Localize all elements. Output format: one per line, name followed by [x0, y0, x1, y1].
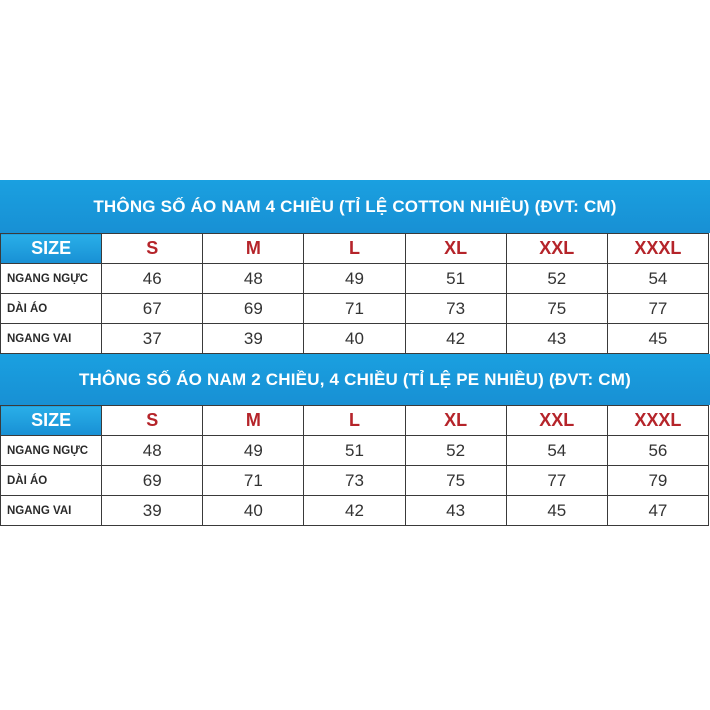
table-cell: 73 — [304, 466, 405, 496]
size-s: S — [102, 234, 203, 264]
table-cell: 54 — [607, 264, 708, 294]
table-cell: 40 — [304, 324, 405, 354]
table-cell: 52 — [405, 436, 506, 466]
table-cell: 51 — [405, 264, 506, 294]
table-cell: 71 — [203, 466, 304, 496]
table-cell: 43 — [506, 324, 607, 354]
table-row — [1, 436, 709, 466]
table-cell: 69 — [102, 466, 203, 496]
table-title: THÔNG SỐ ÁO NAM 2 CHIỀU, 4 CHIỀU (TỈ LỆ PE NHIỀU) (ĐVT: CM) — [0, 354, 710, 405]
table-row — [1, 264, 709, 294]
table-cell: 45 — [607, 324, 708, 354]
table-cell: 37 — [102, 324, 203, 354]
size-l: L — [304, 406, 405, 436]
table-cell: 54 — [506, 436, 607, 466]
table-cell: 42 — [304, 496, 405, 526]
table-cell: 48 — [203, 264, 304, 294]
size-m: M — [203, 234, 304, 264]
size-xxxl: XXXL — [607, 406, 708, 436]
table-cell: 49 — [203, 436, 304, 466]
row-label: NGANG VAI — [1, 324, 102, 354]
table-row — [1, 324, 709, 354]
table-title: THÔNG SỐ ÁO NAM 4 CHIỀU (TỈ LỆ COTTON NHIỀU) (ĐVT: CM) — [0, 180, 710, 233]
table-cell: 45 — [506, 496, 607, 526]
table-cell: 75 — [405, 466, 506, 496]
size-xxxl: XXXL — [607, 234, 708, 264]
table-cell: 77 — [506, 466, 607, 496]
table-cell: 46 — [102, 264, 203, 294]
size-s: S — [102, 406, 203, 436]
row-label: NGANG NGỰC — [1, 264, 102, 294]
table-cell: 40 — [203, 496, 304, 526]
table-row — [1, 294, 709, 324]
size-chart-pe — [0, 354, 710, 526]
size-header-row — [1, 234, 709, 264]
table-cell: 47 — [607, 496, 708, 526]
table-cell: 52 — [506, 264, 607, 294]
size-xxl: XXL — [506, 406, 607, 436]
table-cell: 49 — [304, 264, 405, 294]
size-chart-sheet — [0, 180, 710, 526]
table-cell: 67 — [102, 294, 203, 324]
table-cell: 71 — [304, 294, 405, 324]
table-cell: 56 — [607, 436, 708, 466]
table-row — [1, 496, 709, 526]
size-xl: XL — [405, 234, 506, 264]
size-m: M — [203, 406, 304, 436]
size-header-cell: SIZE — [1, 406, 102, 436]
table-cell: 75 — [506, 294, 607, 324]
row-label: NGANG NGỰC — [1, 436, 102, 466]
table-cell: 42 — [405, 324, 506, 354]
table-row — [1, 466, 709, 496]
table-cell: 69 — [203, 294, 304, 324]
size-xxl: XXL — [506, 234, 607, 264]
table-cell: 48 — [102, 436, 203, 466]
size-table — [0, 233, 709, 354]
size-xl: XL — [405, 406, 506, 436]
table-cell: 39 — [203, 324, 304, 354]
table-cell: 51 — [304, 436, 405, 466]
table-cell: 77 — [607, 294, 708, 324]
table-cell: 79 — [607, 466, 708, 496]
row-label: DÀI ÁO — [1, 466, 102, 496]
table-cell: 73 — [405, 294, 506, 324]
size-table — [0, 405, 709, 526]
size-chart-cotton — [0, 180, 710, 354]
size-header-cell: SIZE — [1, 234, 102, 264]
table-cell: 39 — [102, 496, 203, 526]
row-label: DÀI ÁO — [1, 294, 102, 324]
table-cell: 43 — [405, 496, 506, 526]
row-label: NGANG VAI — [1, 496, 102, 526]
size-header-row — [1, 406, 709, 436]
size-l: L — [304, 234, 405, 264]
